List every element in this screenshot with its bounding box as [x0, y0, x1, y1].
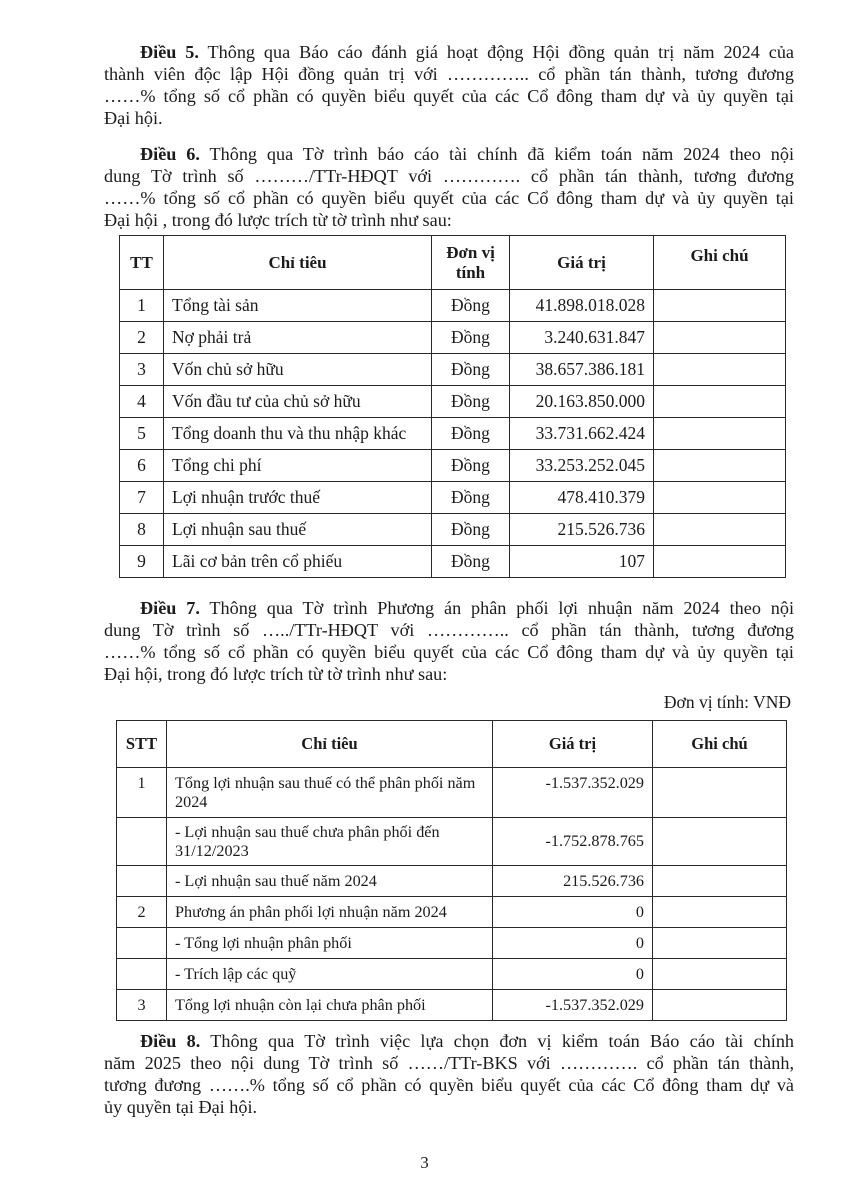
row-value: 215.526.736 — [510, 514, 654, 546]
row-value: 107 — [510, 546, 654, 578]
row-unit: Đồng — [432, 354, 510, 386]
row-note — [654, 546, 786, 578]
row-unit: Đồng — [432, 514, 510, 546]
table-row — [120, 418, 786, 450]
table-header-row — [120, 236, 786, 290]
row-note — [653, 990, 787, 1021]
row-unit: Đồng — [432, 450, 510, 482]
row-note — [654, 290, 786, 322]
table-row — [120, 386, 786, 418]
table-row — [117, 990, 787, 1021]
row-note — [654, 482, 786, 514]
row-indicator: Vốn chủ sở hữu — [164, 354, 432, 386]
article-8-line-3: tương đương …….% tổng số cổ phần có quyền biểu quyết của các Cổ đông tham dự và — [104, 1075, 794, 1095]
article-6-line-1: Điều 6. Thông qua Tờ trình báo cáo tài chính đã kiểm toán năm 2024 theo nội — [140, 144, 795, 164]
row-value: 33.731.662.424 — [510, 418, 654, 450]
row-indicator: Phương án phân phối lợi nhuận năm 2024 — [167, 897, 493, 928]
row-indicator: - Tổng lợi nhuận phân phối — [167, 928, 493, 959]
column-header-tt: TT — [120, 236, 164, 290]
row-indicator: Tổng chi phí — [164, 450, 432, 482]
column-header-note: Ghi chú — [653, 721, 787, 768]
row-unit: Đồng — [432, 290, 510, 322]
row-number: 5 — [120, 418, 164, 450]
article-6-line-3: ……% tổng số cổ phần có quyền biểu quyết của các Cổ đông tham dự và ủy quyền tại — [104, 188, 794, 208]
row-number — [117, 818, 167, 866]
currency-unit-label: Đơn vị tính: VNĐ — [663, 692, 791, 712]
column-header-value: Giá trị — [510, 236, 654, 290]
article-5-line-3: ……% tổng số cổ phần có quyền biểu quyết của các Cổ đông tham dự và ủy quyền tại — [104, 86, 794, 106]
table-row — [120, 322, 786, 354]
table-row — [120, 482, 786, 514]
row-number — [117, 866, 167, 897]
row-value: 41.898.018.028 — [510, 290, 654, 322]
row-note — [654, 514, 786, 546]
table-header-row — [117, 721, 787, 768]
row-note — [653, 866, 787, 897]
row-number: 6 — [120, 450, 164, 482]
article-5-heading: Điều 5. — [140, 42, 199, 62]
row-value: -1.752.878.765 — [493, 818, 653, 866]
row-number: 3 — [117, 990, 167, 1021]
row-number: 9 — [120, 546, 164, 578]
article-8-heading: Điều 8. — [140, 1031, 201, 1051]
row-indicator: - Lợi nhuận sau thuế năm 2024 — [167, 866, 493, 897]
row-note — [654, 418, 786, 450]
column-header-indicator: Chỉ tiêu — [167, 721, 493, 768]
table-row — [120, 546, 786, 578]
article-7-line-2: dung Tờ trình số …../TTr-HĐQT với ………….. cổ phần tán thành, tương đương — [104, 620, 794, 640]
row-note — [653, 959, 787, 990]
row-indicator: Lợi nhuận trước thuế — [164, 482, 432, 514]
row-note — [653, 928, 787, 959]
row-indicator: Nợ phải trả — [164, 322, 432, 354]
article-6-line-2: dung Tờ trình số ………/TTr-HĐQT với …………. cổ phần tán thành, tương đương — [104, 166, 794, 186]
article-6 — [104, 143, 794, 231]
column-header-indicator: Chỉ tiêu — [164, 236, 432, 290]
row-number — [117, 928, 167, 959]
table-row — [120, 354, 786, 386]
row-indicator: - Trích lập các quỹ — [167, 959, 493, 990]
row-unit: Đồng — [432, 482, 510, 514]
row-unit: Đồng — [432, 418, 510, 450]
article-7 — [104, 597, 794, 685]
article-8-line-4: ủy quyền tại Đại hội. — [104, 1097, 258, 1117]
financial-report-table — [119, 235, 786, 578]
row-note — [653, 818, 787, 866]
column-header-note: Ghi chú — [654, 236, 786, 290]
row-number: 2 — [120, 322, 164, 354]
row-number: 3 — [120, 354, 164, 386]
column-header-stt: STT — [117, 721, 167, 768]
page-number: 3 — [420, 1153, 429, 1172]
row-value: 478.410.379 — [510, 482, 654, 514]
row-value: 20.163.850.000 — [510, 386, 654, 418]
table-row — [117, 959, 787, 990]
row-number: 8 — [120, 514, 164, 546]
row-note — [654, 322, 786, 354]
article-8 — [104, 1030, 794, 1118]
row-number: 2 — [117, 897, 167, 928]
column-header-unit: Đơn vị tính — [432, 236, 510, 290]
row-number — [117, 959, 167, 990]
row-number: 7 — [120, 482, 164, 514]
row-value: 3.240.631.847 — [510, 322, 654, 354]
article-7-line-1: Điều 7. Thông qua Tờ trình Phương án phân phối lợi nhuận năm 2024 theo nội — [140, 598, 795, 618]
article-5-line-1: Điều 5. Thông qua Báo cáo đánh giá hoạt động Hội đồng quản trị năm 2024 của — [140, 42, 794, 62]
row-note — [654, 386, 786, 418]
article-7-heading: Điều 7. — [140, 598, 200, 618]
row-value: 0 — [493, 959, 653, 990]
row-value: 215.526.736 — [493, 866, 653, 897]
table-row — [120, 450, 786, 482]
article-5-line-4: Đại hội. — [104, 108, 163, 128]
column-header-value: Giá trị — [493, 721, 653, 768]
row-indicator: Tổng doanh thu và thu nhập khác — [164, 418, 432, 450]
row-indicator: - Lợi nhuận sau thuế chưa phân phối đến 31/12/2023 — [167, 818, 493, 866]
row-unit: Đồng — [432, 386, 510, 418]
row-value: 33.253.252.045 — [510, 450, 654, 482]
row-number: 1 — [120, 290, 164, 322]
row-value: -1.537.352.029 — [493, 990, 653, 1021]
article-6-line-4: Đại hội , trong đó lược trích từ tờ trình như sau: — [104, 210, 452, 230]
row-value: 0 — [493, 928, 653, 959]
table-row — [120, 514, 786, 546]
table-row — [117, 866, 787, 897]
article-6-heading: Điều 6. — [140, 144, 200, 164]
table-row — [120, 290, 786, 322]
article-7-line-4: Đại hội, trong đó lược trích từ tờ trình như sau: — [104, 664, 448, 684]
row-indicator: Tổng lợi nhuận sau thuế có thể phân phối năm 2024 — [167, 768, 493, 818]
article-8-line-2: năm 2025 theo nội dung Tờ trình số ……/TTr-BKS với …………. cổ phần tán thành, — [104, 1053, 794, 1073]
profit-distribution-table — [116, 720, 787, 1021]
row-indicator: Vốn đầu tư của chủ sở hữu — [164, 386, 432, 418]
row-value: 0 — [493, 897, 653, 928]
row-unit: Đồng — [432, 322, 510, 354]
article-8-line-1: Điều 8. Thông qua Tờ trình việc lựa chọn đơn vị kiểm toán Báo cáo tài chính — [140, 1031, 795, 1051]
row-unit: Đồng — [432, 546, 510, 578]
table-row — [117, 897, 787, 928]
row-indicator: Lợi nhuận sau thuế — [164, 514, 432, 546]
row-value: -1.537.352.029 — [493, 768, 653, 818]
row-number: 1 — [117, 768, 167, 818]
table-row — [117, 818, 787, 866]
row-number: 4 — [120, 386, 164, 418]
article-5 — [104, 41, 794, 129]
article-7-line-3: ……% tổng số cổ phần có quyền biểu quyết của các Cổ đông tham dự và ủy quyền tại — [104, 642, 794, 662]
row-note — [654, 450, 786, 482]
row-indicator: Tổng lợi nhuận còn lại chưa phân phối — [167, 990, 493, 1021]
row-note — [654, 354, 786, 386]
article-5-line-2: thành viên độc lập Hội đồng quản trị với ………….. cổ phần tán thành, tương đương — [104, 64, 794, 84]
row-indicator: Lãi cơ bản trên cổ phiếu — [164, 546, 432, 578]
table-row — [117, 768, 787, 818]
row-note — [653, 897, 787, 928]
row-note — [653, 768, 787, 818]
row-indicator: Tổng tài sản — [164, 290, 432, 322]
row-value: 38.657.386.181 — [510, 354, 654, 386]
table-row — [117, 928, 787, 959]
